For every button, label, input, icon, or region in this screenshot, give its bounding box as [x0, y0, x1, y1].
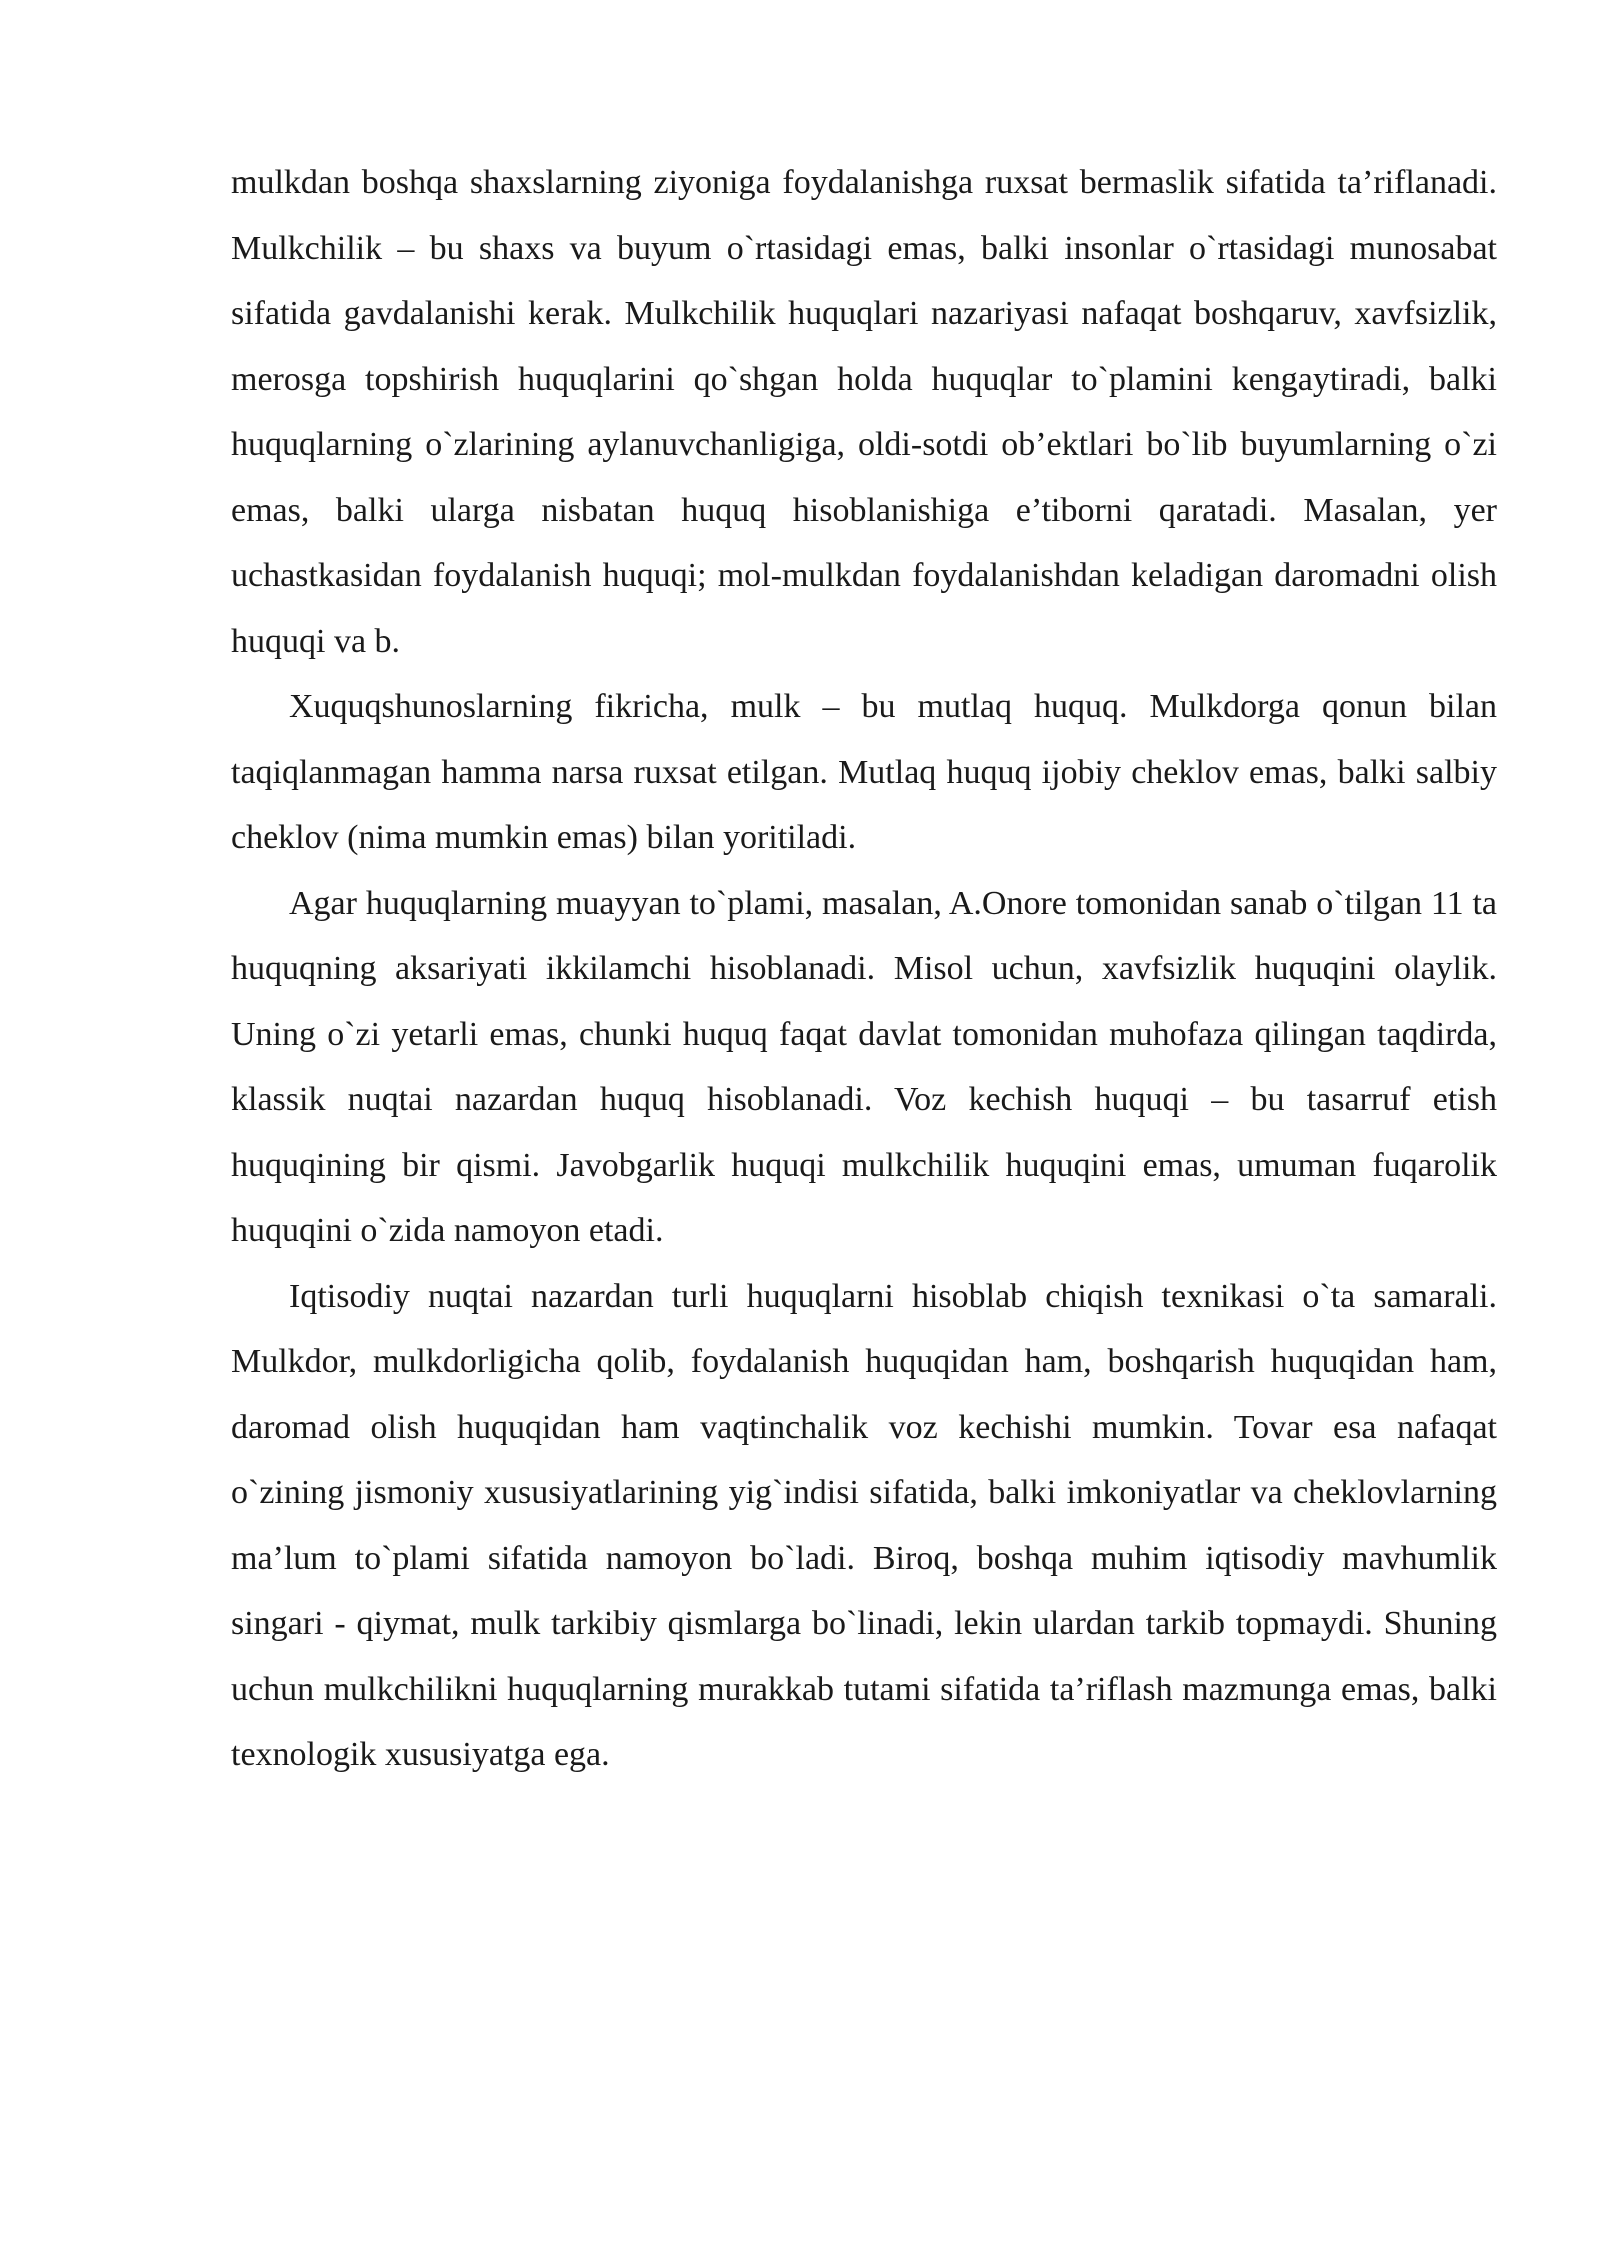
paragraph-3: Agar huquqlarning muayyan to`plami, masalan, A.Onore tomonidan sanab o`tilgan 11 ta huquqning aksariyati ikkilamchi hisoblanadi. Misol uchun, xavfsizlik huquqini olaylik. Uning o`zi yetarli emas, chunki huquq faqat davlat tomonidan muhofaza qilingan taqdirda, klassik nuqtai nazardan huquq hisoblanadi. Voz kechish huquqi – bu tasarruf etish huquqining bir qismi. Javobgarlik huquqi mulkchilik huquqini emas, umuman fuqarolik huquqini o`zida namoyon etadi. [231, 884, 1497, 1249]
document-body [231, 150, 1497, 1788]
paragraph-4: Iqtisodiy nuqtai nazardan turli huquqlarni hisoblab chiqish texnikasi o`ta samarali. Mulkdor, mulkdorligicha qolib, foydalanish huquqidan ham, boshqarish huquqidan ham, daromad olish huquqidan ham vaqtinchalik voz kechishi mumkin. Tovar esa nafaqat o`zining jismoniy xususiyatlarining yig`indisi sifatida, balki imkoniyatlar va cheklovlarning ma’lum to`plami sifatida namoyon bo`ladi. Biroq, boshqa muhim iqtisodiy mavhumlik singari - qiymat, mulk tarkibiy qismlarga bo`linadi, lekin ulardan tarkib topmaydi. Shuning uchun mulkchilikni huquqlarning murakkab tutami sifatida ta’riflash mazmunga emas, balki texnologik xususiyatga ega. [231, 1277, 1497, 1773]
paragraph-2: Xuquqshunoslarning fikricha, mulk – bu mutlaq huquq. Mulkdorga qonun bilan taqiqlanmagan hamma narsa ruxsat etilgan. Mutlaq huquq ijobiy cheklov emas, balki salbiy cheklov (nima mumkin emas) bilan yoritiladi. [231, 688, 1497, 856]
paragraph-1: mulkdan boshqa shaxslarning ziyoniga foydalanishga ruxsat bermaslik sifatida ta’riflanadi. Mulkchilik – bu shaxs va buyum o`rtasidagi emas, balki insonlar o`rtasidagi munosabat sifatida gavdalanishi kerak. Mulkchilik huquqlari nazariyasi nafaqat boshqaruv, xavfsizlik, merosga topshirish huquqlarini qo`shgan holda huquqlar to`plamini kengaytiradi, balki huquqlarning o`zlarining aylanuvchanligiga, oldi-sotdi ob’ektlari bo`lib buyumlarning o`zi emas, balki ularga nisbatan huquq hisoblanishiga e’tiborni qaratadi. Masalan, yer uchastkasidan foydalanish huquqi; mol-mulkdan foydalanishdan keladigan daromadni olish huquqi va b. [231, 164, 1497, 660]
